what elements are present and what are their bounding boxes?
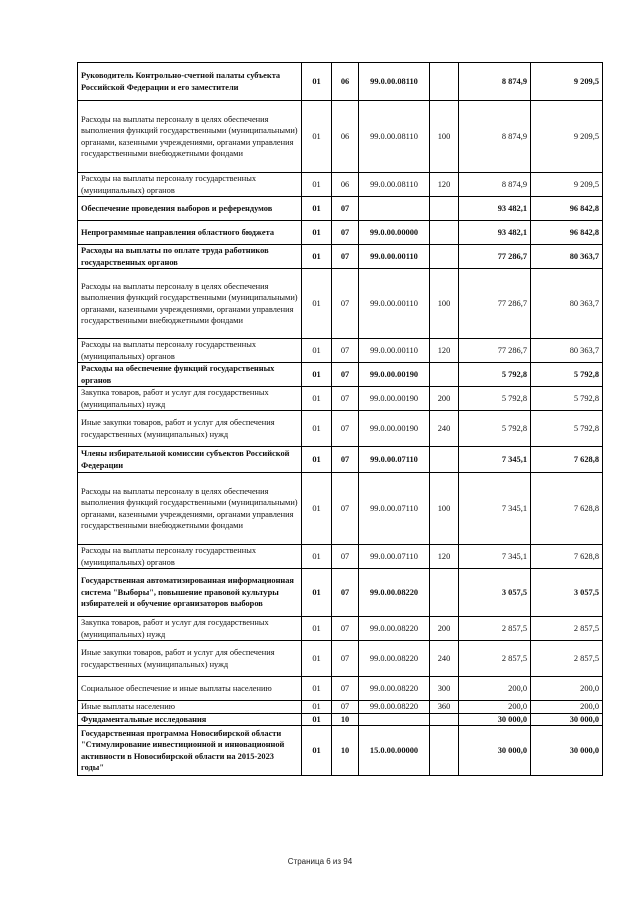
row-section: 01 bbox=[302, 411, 332, 447]
row-expense-type: 100 bbox=[430, 269, 459, 339]
table-row bbox=[78, 101, 603, 173]
row-section: 01 bbox=[302, 269, 332, 339]
row-amount-year-1: 8 874,9 bbox=[459, 101, 531, 173]
row-amount-year-1: 5 792,8 bbox=[459, 363, 531, 387]
row-name: Социальное обеспечение и иные выплаты населению bbox=[78, 677, 302, 701]
row-expense-type bbox=[430, 221, 459, 245]
table-row bbox=[78, 221, 603, 245]
table-row bbox=[78, 411, 603, 447]
row-expense-type: 200 bbox=[430, 387, 459, 411]
row-name: Расходы на выплаты персоналу государственных (муниципальных) органов bbox=[78, 339, 302, 363]
row-expense-type bbox=[430, 245, 459, 269]
row-amount-year-1: 93 482,1 bbox=[459, 221, 531, 245]
row-target-article: 99.0.00.00110 bbox=[359, 245, 430, 269]
row-section: 01 bbox=[302, 473, 332, 545]
table-row bbox=[78, 173, 603, 197]
row-section: 01 bbox=[302, 63, 332, 101]
row-section: 01 bbox=[302, 101, 332, 173]
row-target-article: 99.0.00.08220 bbox=[359, 677, 430, 701]
table-row bbox=[78, 197, 603, 221]
table-row bbox=[78, 701, 603, 714]
row-amount-year-2: 9 209,5 bbox=[531, 173, 603, 197]
row-expense-type: 120 bbox=[430, 339, 459, 363]
row-amount-year-2: 7 628,8 bbox=[531, 473, 603, 545]
table-row bbox=[78, 339, 603, 363]
row-amount-year-1: 7 345,1 bbox=[459, 447, 531, 473]
row-amount-year-1: 93 482,1 bbox=[459, 197, 531, 221]
row-expense-type bbox=[430, 63, 459, 101]
row-expense-type bbox=[430, 363, 459, 387]
page-number: Страница 6 из 94 bbox=[287, 857, 353, 866]
row-name: Руководитель Контрольно-счетной палаты субъекта Российской Федерации и его заместители bbox=[78, 63, 302, 101]
row-amount-year-2: 9 209,5 bbox=[531, 63, 603, 101]
row-amount-year-2: 7 628,8 bbox=[531, 447, 603, 473]
row-name: Расходы на выплаты по оплате труда работников государственных органов bbox=[78, 245, 302, 269]
row-target-article: 99.0.00.00190 bbox=[359, 387, 430, 411]
row-name: Государственная программа Новосибирской области "Стимулирование инвестиционной и инновационной активности в Новосибирской области на 2015-2023 годы" bbox=[78, 726, 302, 776]
row-name: Закупка товаров, работ и услуг для государственных (муниципальных) нужд bbox=[78, 617, 302, 641]
row-name: Непрограммные направления областного бюджета bbox=[78, 221, 302, 245]
table-row bbox=[78, 545, 603, 569]
row-target-article: 99.0.00.08110 bbox=[359, 173, 430, 197]
row-subsection: 07 bbox=[332, 617, 359, 641]
row-name: Иные выплаты населению bbox=[78, 701, 302, 714]
row-amount-year-1: 200,0 bbox=[459, 677, 531, 701]
row-amount-year-1: 7 345,1 bbox=[459, 473, 531, 545]
row-subsection: 06 bbox=[332, 63, 359, 101]
row-target-article: 99.0.00.00110 bbox=[359, 269, 430, 339]
row-section: 01 bbox=[302, 713, 332, 726]
row-target-article: 99.0.00.00190 bbox=[359, 411, 430, 447]
row-amount-year-2: 80 363,7 bbox=[531, 339, 603, 363]
row-amount-year-2: 30 000,0 bbox=[531, 726, 603, 776]
row-expense-type: 100 bbox=[430, 101, 459, 173]
row-name: Расходы на выплаты персоналу в целях обеспечения выполнения функций государственными (муниципальными) органами, казенными учреждениями, органами управления государственными внебюджетными фондами bbox=[78, 473, 302, 545]
row-name: Обеспечение проведения выборов и референдумов bbox=[78, 197, 302, 221]
row-section: 01 bbox=[302, 363, 332, 387]
budget-table bbox=[77, 62, 603, 776]
row-amount-year-1: 30 000,0 bbox=[459, 713, 531, 726]
row-amount-year-2: 200,0 bbox=[531, 701, 603, 714]
row-section: 01 bbox=[302, 173, 332, 197]
row-subsection: 07 bbox=[332, 473, 359, 545]
table-row bbox=[78, 641, 603, 677]
row-section: 01 bbox=[302, 545, 332, 569]
budget-table-body bbox=[78, 63, 603, 776]
row-target-article: 99.0.00.08220 bbox=[359, 701, 430, 714]
table-row bbox=[78, 63, 603, 101]
table-row bbox=[78, 363, 603, 387]
row-amount-year-2: 9 209,5 bbox=[531, 101, 603, 173]
row-name: Иные закупки товаров, работ и услуг для обеспечения государственных (муниципальных) нужд bbox=[78, 641, 302, 677]
row-subsection: 07 bbox=[332, 221, 359, 245]
row-amount-year-2: 80 363,7 bbox=[531, 245, 603, 269]
row-amount-year-1: 5 792,8 bbox=[459, 387, 531, 411]
row-name: Иные закупки товаров, работ и услуг для обеспечения государственных (муниципальных) нужд bbox=[78, 411, 302, 447]
row-subsection: 07 bbox=[332, 701, 359, 714]
row-subsection: 07 bbox=[332, 641, 359, 677]
row-expense-type: 200 bbox=[430, 617, 459, 641]
row-expense-type bbox=[430, 197, 459, 221]
row-section: 01 bbox=[302, 387, 332, 411]
row-section: 01 bbox=[302, 617, 332, 641]
row-amount-year-1: 2 857,5 bbox=[459, 641, 531, 677]
row-subsection: 10 bbox=[332, 726, 359, 776]
row-target-article: 99.0.00.08220 bbox=[359, 617, 430, 641]
row-name: Расходы на обеспечение функций государственных органов bbox=[78, 363, 302, 387]
row-subsection: 07 bbox=[332, 447, 359, 473]
row-expense-type bbox=[430, 726, 459, 776]
row-subsection: 06 bbox=[332, 173, 359, 197]
row-name: Расходы на выплаты персоналу государственных (муниципальных) органов bbox=[78, 173, 302, 197]
row-subsection: 07 bbox=[332, 339, 359, 363]
row-expense-type bbox=[430, 713, 459, 726]
row-target-article: 15.0.00.00000 bbox=[359, 726, 430, 776]
row-subsection: 10 bbox=[332, 713, 359, 726]
row-section: 01 bbox=[302, 569, 332, 617]
row-expense-type: 120 bbox=[430, 545, 459, 569]
table-row bbox=[78, 447, 603, 473]
row-target-article: 99.0.00.08110 bbox=[359, 63, 430, 101]
table-row bbox=[78, 677, 603, 701]
row-target-article bbox=[359, 197, 430, 221]
row-subsection: 07 bbox=[332, 411, 359, 447]
table-row bbox=[78, 569, 603, 617]
row-amount-year-2: 96 842,8 bbox=[531, 221, 603, 245]
row-name: Расходы на выплаты персоналу государственных (муниципальных) органов bbox=[78, 545, 302, 569]
row-expense-type bbox=[430, 447, 459, 473]
row-amount-year-1: 77 286,7 bbox=[459, 269, 531, 339]
row-amount-year-2: 7 628,8 bbox=[531, 545, 603, 569]
row-expense-type: 240 bbox=[430, 411, 459, 447]
row-expense-type: 360 bbox=[430, 701, 459, 714]
row-amount-year-1: 3 057,5 bbox=[459, 569, 531, 617]
row-amount-year-1: 77 286,7 bbox=[459, 245, 531, 269]
row-section: 01 bbox=[302, 726, 332, 776]
row-expense-type: 120 bbox=[430, 173, 459, 197]
row-section: 01 bbox=[302, 447, 332, 473]
table-row bbox=[78, 269, 603, 339]
table-row bbox=[78, 713, 603, 726]
row-name: Расходы на выплаты персоналу в целях обеспечения выполнения функций государственными (муниципальными) органами, казенными учреждениями, органами управления государственными внебюджетными фондами bbox=[78, 101, 302, 173]
row-amount-year-1: 8 874,9 bbox=[459, 173, 531, 197]
row-section: 01 bbox=[302, 197, 332, 221]
row-expense-type: 300 bbox=[430, 677, 459, 701]
row-subsection: 07 bbox=[332, 387, 359, 411]
row-expense-type bbox=[430, 569, 459, 617]
row-amount-year-2: 5 792,8 bbox=[531, 411, 603, 447]
row-subsection: 07 bbox=[332, 677, 359, 701]
row-amount-year-2: 80 363,7 bbox=[531, 269, 603, 339]
row-amount-year-2: 2 857,5 bbox=[531, 641, 603, 677]
row-expense-type: 240 bbox=[430, 641, 459, 677]
row-amount-year-2: 200,0 bbox=[531, 677, 603, 701]
row-target-article: 99.0.00.00190 bbox=[359, 363, 430, 387]
row-target-article: 99.0.00.07110 bbox=[359, 545, 430, 569]
row-section: 01 bbox=[302, 245, 332, 269]
row-target-article: 99.0.00.07110 bbox=[359, 473, 430, 545]
row-name: Государственная автоматизированная информационная система "Выборы", повышение правовой культуры избирателей и обучение организаторов выборов bbox=[78, 569, 302, 617]
row-amount-year-1: 77 286,7 bbox=[459, 339, 531, 363]
row-target-article: 99.0.00.08220 bbox=[359, 569, 430, 617]
row-amount-year-2: 2 857,5 bbox=[531, 617, 603, 641]
row-amount-year-1: 30 000,0 bbox=[459, 726, 531, 776]
row-amount-year-2: 96 842,8 bbox=[531, 197, 603, 221]
row-name: Расходы на выплаты персоналу в целях обеспечения выполнения функций государственными (муниципальными) органами, казенными учреждениями, органами управления государственными внебюджетными фондами bbox=[78, 269, 302, 339]
row-subsection: 07 bbox=[332, 363, 359, 387]
row-subsection: 07 bbox=[332, 569, 359, 617]
row-section: 01 bbox=[302, 221, 332, 245]
row-target-article bbox=[359, 713, 430, 726]
table-row bbox=[78, 617, 603, 641]
row-target-article: 99.0.00.08220 bbox=[359, 641, 430, 677]
row-amount-year-1: 8 874,9 bbox=[459, 63, 531, 101]
row-subsection: 06 bbox=[332, 101, 359, 173]
row-subsection: 07 bbox=[332, 269, 359, 339]
row-name: Фундаментальные исследования bbox=[78, 713, 302, 726]
row-amount-year-2: 3 057,5 bbox=[531, 569, 603, 617]
row-amount-year-1: 7 345,1 bbox=[459, 545, 531, 569]
table-row bbox=[78, 726, 603, 776]
row-amount-year-1: 2 857,5 bbox=[459, 617, 531, 641]
row-amount-year-2: 5 792,8 bbox=[531, 387, 603, 411]
row-section: 01 bbox=[302, 677, 332, 701]
row-amount-year-1: 5 792,8 bbox=[459, 411, 531, 447]
table-row bbox=[78, 245, 603, 269]
table-row bbox=[78, 473, 603, 545]
row-target-article: 99.0.00.00000 bbox=[359, 221, 430, 245]
row-subsection: 07 bbox=[332, 197, 359, 221]
row-section: 01 bbox=[302, 701, 332, 714]
row-name: Закупка товаров, работ и услуг для государственных (муниципальных) нужд bbox=[78, 387, 302, 411]
row-name: Члены избирательной комиссии субъектов Российской Федерации bbox=[78, 447, 302, 473]
row-target-article: 99.0.00.08110 bbox=[359, 101, 430, 173]
row-amount-year-2: 30 000,0 bbox=[531, 713, 603, 726]
row-target-article: 99.0.00.07110 bbox=[359, 447, 430, 473]
row-subsection: 07 bbox=[332, 245, 359, 269]
row-section: 01 bbox=[302, 641, 332, 677]
row-expense-type: 100 bbox=[430, 473, 459, 545]
table-row bbox=[78, 387, 603, 411]
row-target-article: 99.0.00.00110 bbox=[359, 339, 430, 363]
row-amount-year-2: 5 792,8 bbox=[531, 363, 603, 387]
row-section: 01 bbox=[302, 339, 332, 363]
row-subsection: 07 bbox=[332, 545, 359, 569]
row-amount-year-1: 200,0 bbox=[459, 701, 531, 714]
